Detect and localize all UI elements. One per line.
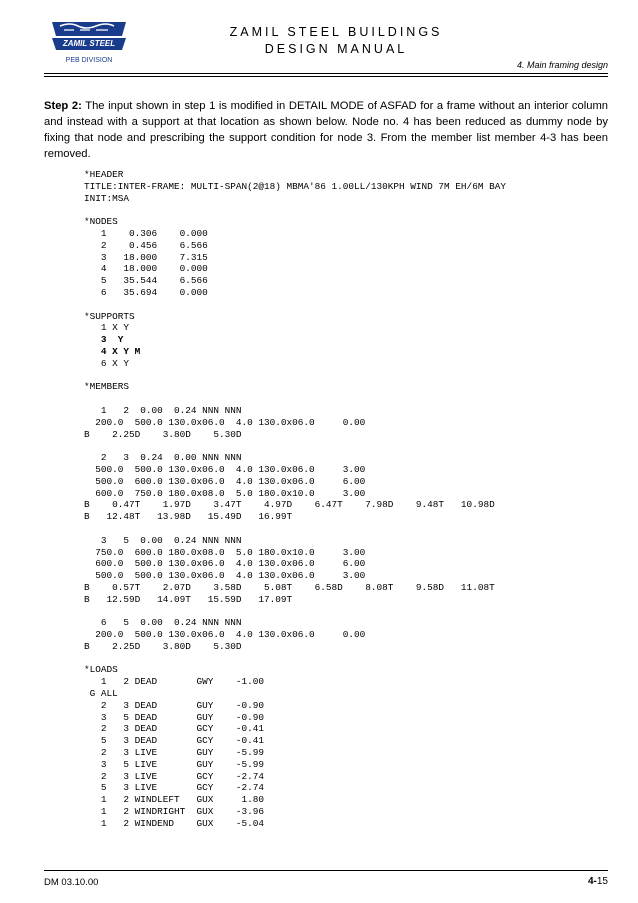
code-line: 200.0 500.0 130.0x06.0 4.0 130.0x06.0 0.00 — [84, 629, 366, 641]
code-line: 200.0 500.0 130.0x06.0 4.0 130.0x06.0 0.00 — [84, 416, 366, 428]
page-number-value: 15 — [596, 876, 608, 887]
code-line: 1 2 WINDEND GUX -5.04 — [84, 817, 265, 829]
step-text: The input shown in step 1 is modified in DETAIL MODE of ASFAD for a frame without an interior column and instead with a support at that location as shown below. Node no. 4 has been reduced as dummy node by fixing that node and prescribing the support condition for node 3. From the member list member 4-3 has been removed. — [44, 100, 609, 160]
logo-mark-icon — [50, 16, 128, 54]
code-line: 2 3 DEAD GCY -0.41 — [84, 723, 265, 735]
code-line: 600.0 750.0 180.0x08.0 5.0 180.0x10.0 3.00 — [84, 487, 366, 499]
code-line: 1 X Y — [84, 322, 130, 334]
code-line: B 0.57T 2.07D 3.58D 5.08T 6.58D 8.08T 9.58D 11.08T — [84, 581, 495, 593]
code-line: 6 5 0.00 0.24 NNN NNN — [84, 617, 242, 629]
code-line: INIT:MSA — [84, 192, 130, 204]
code-line: 2 3 DEAD GUY -0.90 — [84, 699, 265, 711]
code-line: 3 5 0.00 0.24 NNN NNN — [84, 534, 242, 546]
code-line: 1 2 DEAD GWY -1.00 — [84, 676, 265, 688]
header-rule-secondary — [44, 76, 608, 77]
page-number — [588, 876, 608, 887]
code-line: B 0.47T 1.97D 3.47T 4.97D 6.47T 7.98D 9.48T 10.98D — [84, 499, 495, 511]
code-line: 4 X Y M — [84, 345, 141, 357]
code-line: 600.0 500.0 130.0x06.0 4.0 130.0x06.0 6.00 — [84, 558, 366, 570]
code-line: 6 35.694 0.000 — [84, 286, 208, 298]
peb-division-label: PEB DIVISION — [65, 57, 113, 64]
code-line: 3 18.000 7.315 — [84, 251, 208, 263]
code-line: B 12.48T 13.98D 15.49D 16.99T — [84, 511, 293, 523]
code-line: 2 3 LIVE GCY -2.74 — [84, 770, 265, 782]
code-line: 3 5 LIVE GUY -5.99 — [84, 758, 265, 770]
code-line: G ALL — [84, 688, 118, 700]
code-line: 500.0 600.0 130.0x06.0 4.0 130.0x06.0 6.00 — [84, 475, 366, 487]
code-line: 2 0.456 6.566 — [84, 239, 208, 251]
code-line: 500.0 500.0 130.0x06.0 4.0 130.0x06.0 3.00 — [84, 463, 366, 475]
code-line: 1 2 WINDLEFT GUX 1.80 — [84, 794, 265, 806]
code-line: 3 5 DEAD GUY -0.90 — [84, 711, 265, 723]
header-rule — [44, 73, 608, 74]
asfad-input-listing — [84, 169, 604, 830]
section-reference: 4. Main framing design — [516, 60, 608, 70]
code-line: 1 0.306 0.000 — [84, 227, 208, 239]
code-line: *MEMBERS — [84, 381, 130, 393]
code-line: B 12.59D 14.09T 15.59D 17.09T — [84, 593, 293, 605]
code-line — [84, 393, 604, 405]
step-paragraph — [44, 98, 608, 162]
code-line: 6 X Y — [84, 357, 130, 369]
code-line: 1 2 0.00 0.24 NNN NNN — [84, 404, 242, 416]
code-line — [84, 523, 604, 535]
code-line: 5 3 LIVE GCY -2.74 — [84, 782, 265, 794]
code-line: *LOADS — [84, 664, 118, 676]
code-line: 750.0 600.0 180.0x08.0 5.0 180.0x10.0 3.00 — [84, 546, 366, 558]
code-line: *SUPPORTS — [84, 310, 135, 322]
code-line — [84, 204, 604, 216]
zamil-steel-logo — [44, 16, 134, 72]
code-line: 3 Y — [84, 334, 124, 346]
footer-rule — [44, 870, 608, 871]
code-line — [84, 370, 604, 382]
code-line: 5 35.544 6.566 — [84, 275, 208, 287]
code-line: 2 3 LIVE GUY -5.99 — [84, 747, 265, 759]
code-line: 4 18.000 0.000 — [84, 263, 208, 275]
step-label: Step 2: — [44, 100, 82, 112]
code-line: 2 3 0.24 0.00 NNN NNN — [84, 452, 242, 464]
code-line: B 2.25D 3.80D 5.30D — [84, 640, 242, 652]
code-line: 500.0 500.0 130.0x06.0 4.0 130.0x06.0 3.00 — [84, 570, 366, 582]
code-line: TITLE:INTER-FRAME: MULTI-SPAN(2@18) MBMA'86 1.00LL/130KPH WIND 7M EH/6M BAY — [84, 180, 506, 192]
code-line: *HEADER — [84, 169, 124, 180]
manual-name: DESIGN MANUAL — [264, 42, 408, 56]
company-name: ZAMIL STEEL BUILDINGS — [229, 25, 443, 39]
code-line: 5 3 DEAD GCY -0.41 — [84, 735, 265, 747]
code-line: 1 2 WINDRIGHT GUX -3.96 — [84, 806, 265, 818]
document-title — [150, 24, 522, 58]
logo-wordmark: ZAMIL STEEL — [62, 39, 116, 48]
page-number-prefix: 4- — [587, 876, 597, 887]
document-reference: DM 03.10.00 — [44, 877, 99, 888]
code-line — [84, 440, 604, 452]
code-line — [84, 605, 604, 617]
code-line: *NODES — [84, 216, 118, 228]
code-line — [84, 653, 604, 665]
code-line — [84, 299, 604, 311]
code-line: B 2.25D 3.80D 5.30D — [84, 428, 242, 440]
